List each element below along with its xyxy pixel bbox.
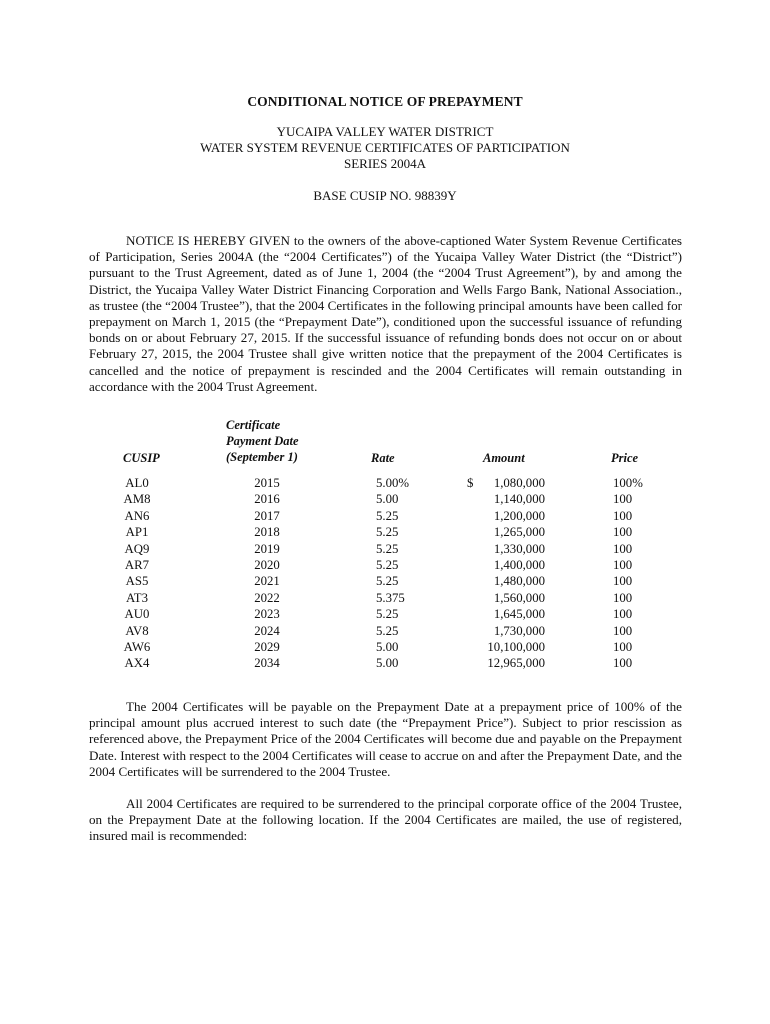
rate-cell: 5.25 — [376, 574, 399, 589]
payment-year-cell: 2029 — [254, 640, 280, 654]
header-rate: Rate — [371, 451, 395, 465]
prepayment-price-paragraph: The 2004 Certificates will be payable on the Prepayment Date at a prepayment price of 100% of the principal amount plus accrued interest to such date (the “Prepayment Price”). Subject to prior rescission as referenced above, the Prepayment Price of the 2004 Certificates will become due and payable on the Prepayment Date. Interest with respect to the 2004 Certificates will cease to accrue on and after the Prepayment Date, and the 2004 Certificates will be surrendered to the 2004 Trustee. — [89, 699, 682, 779]
price-cell: 100 — [613, 541, 633, 556]
header-amount: Amount — [483, 451, 525, 465]
payment-year-cell: 2016 — [254, 492, 280, 507]
rate-cell: 5.25 — [376, 623, 399, 638]
payment-year-cell: 2020 — [254, 558, 280, 572]
amount-cell: 1,560,000 — [493, 590, 545, 605]
amount-cell: 1,080,000 — [493, 476, 545, 490]
header-payment-date: Certificate Payment Date (September 1) — [226, 418, 299, 464]
cusip-cell: AT3 — [125, 590, 149, 605]
certificate-title: WATER SYSTEM REVENUE CERTIFICATES OF PARTICIPATION — [200, 140, 570, 155]
rate-cell: 5.00 — [376, 656, 399, 671]
rate-cell: 5.25 — [376, 508, 399, 523]
payment-year-cell: 2022 — [254, 590, 280, 605]
price-cell: 100 — [613, 525, 633, 540]
rate-cell: 5.00 — [376, 492, 399, 507]
amount-cell: 1,480,000 — [493, 574, 545, 589]
price-cell: 100 — [613, 508, 633, 523]
price-cell: 100 — [613, 558, 633, 572]
amount-cell: 1,400,000 — [493, 558, 545, 572]
amount-cell: 12,965,000 — [487, 656, 545, 671]
notice-paragraph: NOTICE IS HEREBY GIVEN to the owners of the above-captioned Water System Revenue Certificates of Participation, Series 2004A (the “2004 Certificates”) of the Yucaipa Valley Water District (the “District”) pursuant to the Trust Agreement, dated as of June 1, 2004 (the “2004 Trust Agreement”), by and among the District, the Yucaipa Valley Water District Financing Corporation and Wells Fargo Bank, National Association., as trustee (the “2004 Trustee”), that the 2004 Certificates in the following principal amounts have been called for prepayment on March 1, 2015 (the “Prepayment Date”), conditioned upon the successful issuance of refunding bonds on or about February 27, 2015. If the successful issuance of refunding bonds does not occur on or about February 27, 2015, the 2004 Trustee shall give written notice that the prepayment of the 2004 Certificates is cancelled and the notice of prepayment is rescinded and the 2004 Certificates will remain outstanding in accordance with the 2004 Trust Agreement. — [89, 233, 682, 394]
cusip-cell: AR7 — [124, 558, 150, 572]
payment-year-cell: 2017 — [254, 508, 280, 523]
header-price: Price — [611, 451, 639, 465]
payment-year-cell: 2019 — [254, 541, 280, 556]
series-label: SERIES 2004A — [344, 156, 426, 171]
rate-cell: 5.00 — [376, 640, 399, 654]
price-cell: 100 — [613, 590, 633, 605]
issuer-name: YUCAIPA VALLEY WATER DISTRICT — [276, 124, 494, 139]
amount-cell: 10,100,000 — [487, 640, 545, 654]
payment-year-cell: 2021 — [254, 574, 280, 589]
cusip-cell: AS5 — [125, 574, 149, 589]
amount-cell: 1,645,000 — [493, 607, 545, 622]
price-cell: 100 — [613, 492, 633, 507]
issuer-header — [0, 124, 770, 172]
cusip-cell: AX4 — [124, 656, 150, 671]
rate-cell: 5.25 — [376, 558, 399, 572]
rate-cell: 5.00% — [376, 476, 410, 490]
amount-cell: 1,200,000 — [493, 508, 545, 523]
cusip-cell: AQ9 — [124, 541, 150, 556]
amount-cell: 1,265,000 — [493, 525, 545, 540]
dollar-sign: $ — [467, 476, 474, 490]
cusip-cell: AU0 — [124, 607, 150, 622]
document-title: CONDITIONAL NOTICE OF PREPAYMENT — [247, 94, 523, 109]
header-cusip: CUSIP — [123, 451, 160, 465]
payment-year-cell: 2023 — [254, 607, 280, 622]
price-cell: 100 — [613, 640, 633, 654]
price-cell: 100 — [613, 623, 633, 638]
surrender-paragraph: All 2004 Certificates are required to be surrendered to the principal corporate office of the 2004 Trustee, on the Prepayment Date at the following location. If the 2004 Certificates are mailed, the use of registered, insured mail is recommended: — [89, 796, 682, 844]
cusip-cell: AP1 — [125, 525, 149, 540]
rate-cell: 5.25 — [376, 525, 399, 540]
payment-year-cell: 2034 — [254, 656, 280, 671]
rate-cell: 5.375 — [376, 590, 405, 605]
cusip-cell: AV8 — [125, 623, 149, 638]
amount-cell: 1,730,000 — [493, 623, 545, 638]
price-cell: 100 — [613, 574, 633, 589]
payment-year-cell: 2018 — [254, 525, 280, 540]
cusip-cell: AW6 — [123, 640, 151, 654]
rate-cell: 5.25 — [376, 541, 399, 556]
price-cell: 100 — [613, 656, 633, 671]
rate-cell: 5.25 — [376, 607, 399, 622]
amount-cell: 1,140,000 — [493, 492, 545, 507]
payment-year-cell: 2024 — [254, 623, 280, 638]
base-cusip: BASE CUSIP NO. 98839Y — [313, 188, 457, 203]
amount-cell: 1,330,000 — [493, 541, 545, 556]
cusip-cell: AL0 — [125, 476, 149, 490]
payment-year-cell: 2015 — [254, 476, 280, 490]
price-cell: 100 — [613, 607, 633, 622]
cusip-cell: AN6 — [124, 508, 150, 523]
cusip-cell: AM8 — [123, 492, 151, 507]
price-cell: 100% — [613, 476, 643, 490]
